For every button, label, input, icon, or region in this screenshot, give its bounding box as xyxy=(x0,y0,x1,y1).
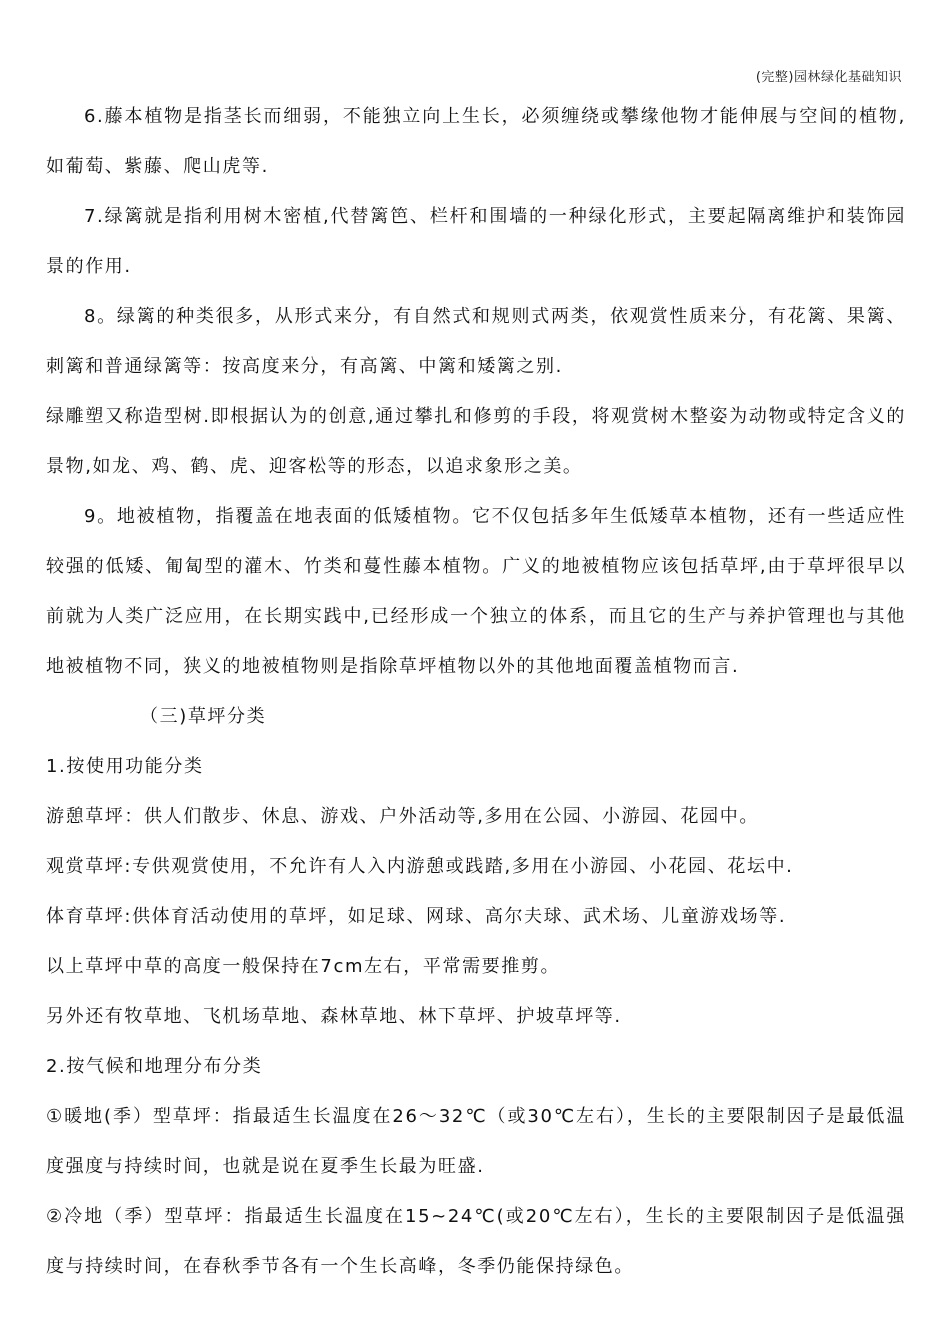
item-cool-season-lawn: ②冷地（季）型草坪：指最适生长温度在15~24℃(或20℃左右），生长的主要限制因子是低温强度与持续时间，在春秋季节各有一个生长高峰，冬季仍能保持绿色。 xyxy=(46,1206,906,1277)
item-warm-season-lawn: ①暖地(季）型草坪：指最适生长温度在26～32℃（或30℃左右），生长的主要限制因子是最低温度强度与持续时间，也就是说在夏季生长最为旺盛. xyxy=(46,1106,906,1177)
paragraph-hedge-types: 8。绿篱的种类很多，从形式来分，有自然式和规则式两类，依观赏性质来分，有花篱、果篱、刺篱和普通绿篱等：按高度来分，有高篱、中篱和矮篱之别. xyxy=(46,306,906,377)
paragraph-other-lawns: 另外还有牧草地、飞机场草地、森林草地、林下草坪、护坡草坪等. xyxy=(46,1006,622,1027)
item-sports-lawn: 体育草坪:供体育活动使用的草坪，如足球、网球、高尔夫球、武术场、儿童游戏场等. xyxy=(46,906,787,927)
section-heading-lawn-classification: （三)草坪分类 xyxy=(140,706,267,727)
paragraph-vine-plants: 6.藤本植物是指茎长而细弱，不能独立向上生长，必须缠绕或攀缘他物才能伸展与空间的植物,如葡萄、紫藤、爬山虎等. xyxy=(46,106,906,177)
document-body xyxy=(46,92,906,1292)
paragraph-grass-height: 以上草坪中草的高度一般保持在7cm左右，平常需要推剪。 xyxy=(46,956,561,977)
paragraph-green-sculpture: 绿雕塑又称造型树.即根据认为的创意,通过攀扎和修剪的手段，将观赏树木整姿为动物或特定含义的景物,如龙、鸡、鹤、虎、迎客松等的形态，以追求象形之美。 xyxy=(46,406,906,477)
subheading-by-function: 1.按使用功能分类 xyxy=(46,756,204,777)
paragraph-hedge-definition: 7.绿篱就是指利用树木密植,代替篱笆、栏杆和围墙的一种绿化形式，主要起隔离维护和装饰园景的作用. xyxy=(46,206,906,277)
page-header-title: (完整)园林绿化基础知识 xyxy=(755,70,902,85)
subheading-by-climate: 2.按气候和地理分布分类 xyxy=(46,1056,263,1077)
paragraph-ground-cover: 9。地被植物，指覆盖在地表面的低矮植物。它不仅包括多年生低矮草本植物，还有一些适应性较强的低矮、匍匐型的灌木、竹类和蔓性藤本植物。广义的地被植物应该包括草坪,由于草坪很早以前就为人类广泛应用，在长期实践中,已经形成一个独立的体系，而且它的生产与养护管理也与其他地被植物不同，狭义的地被植物则是指除草坪植物以外的其他地面覆盖植物而言. xyxy=(46,506,906,677)
item-recreation-lawn: 游憩草坪：供人们散步、休息、游戏、户外活动等,多用在公园、小游园、花园中。 xyxy=(46,806,759,827)
item-ornamental-lawn: 观赏草坪:专供观赏使用，不允许有人入内游憩或践踏,多用在小游园、小花园、花坛中. xyxy=(46,856,794,877)
